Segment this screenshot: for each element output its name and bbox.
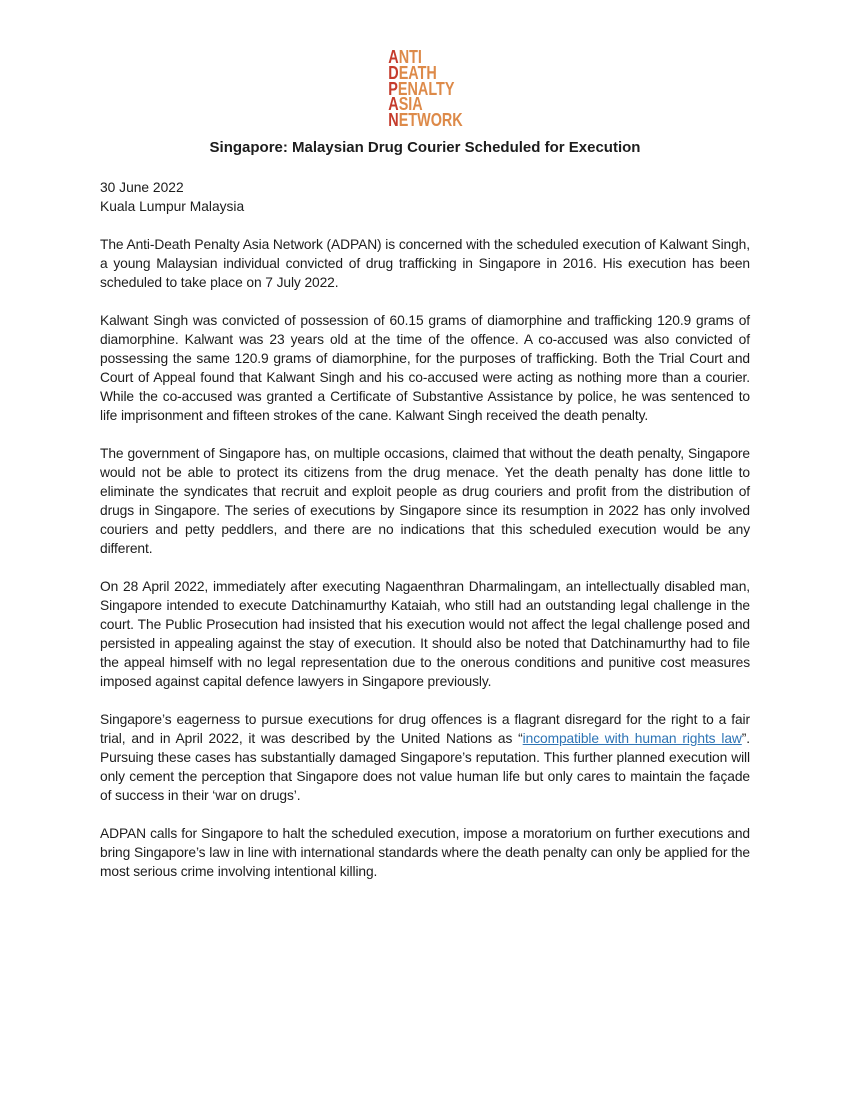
paragraph-5-pre: Singapore’s eagerness to pursue executions for drug offences is a flagrant disregard for the right to a fair trial, and in April 2022, it was described by the United Nations as “: [100, 712, 750, 746]
date-line: 30 June 2022: [100, 180, 184, 195]
paragraph-5-post: ”. Pursuing these cases has substantially damaged Singapore’s reputation. This further planned execution will only cement the perception that Singapore does not value human life but only cares to maintain the façade of success in their ‘war on drugs’.: [100, 731, 750, 803]
logo-initial: A: [387, 47, 399, 67]
logo-initial: N: [387, 110, 399, 131]
logo-rest: EATH: [398, 62, 437, 83]
adpan-logo-text: [387, 47, 463, 131]
location-line: Kuala Lumpur Malaysia: [100, 199, 245, 214]
logo-rest: ENALTY: [397, 78, 454, 99]
paragraph-6: ADPAN calls for Singapore to halt the scheduled execution, impose a moratorium on further executions and bring Singapore’s law in line with international standards where the death penalty can only be applied for the most serious crime involving intentional killing.: [100, 826, 750, 879]
logo-initial: A: [387, 94, 399, 115]
logo-initial: D: [387, 62, 399, 83]
logo-rest: ETWORK: [398, 110, 463, 131]
logo-rest: SIA: [398, 94, 423, 115]
logo-rest: NTI: [398, 47, 422, 67]
paragraph-1: The Anti-Death Penalty Asia Network (ADPAN) is concerned with the scheduled execution of Kalwant Singh, a young Malaysian individual convicted of drug trafficking in Singapore in 2016. His execution has been scheduled to take place on 7 July 2022.: [100, 237, 750, 290]
paragraph-5: [100, 710, 750, 805]
paragraph-2: Kalwant Singh was convicted of possession of 60.15 grams of diamorphine and trafficking 120.9 grams of diamorphine. Kalwant was 23 years old at the time of the offence. A co-accused was also convicted of possessing the same 120.9 grams of diamorphine, for the purposes of trafficking. Both the Trial Court and Court of Appeal found that Kalwant Singh and his co-accused were acting as nothing more than a courier. While the co-accused was granted a Certificate of Substantive Assistance by police, he was sentenced to life imprisonment and fifteen strokes of the cane. Kalwant Singh received the death penalty.: [100, 313, 750, 423]
paragraph-3: The government of Singapore has, on multiple occasions, claimed that without the death penalty, Singapore would not be able to protect its citizens from the drug menace. Yet the death penalty has done little to eliminate the syndicates that recruit and exploit people as drug couriers and profit from the distribution of drugs in Singapore. The series of executions by Singapore since its resumption in 2022 has only involved couriers and petty peddlers, and there are no indications that this scheduled execution would be any different.: [100, 446, 750, 556]
dateline: [100, 178, 750, 216]
page-title: Singapore: Malaysian Drug Courier Scheduled for Execution: [209, 139, 641, 156]
adpan-logo: [100, 47, 750, 132]
logo-initial: P: [387, 78, 398, 99]
paragraph-4: On 28 April 2022, immediately after executing Nagaenthran Dharmalingam, an intellectually disabled man, Singapore intended to execute Datchinamurthy Kataiah, who still had an outstanding legal challenge in the court. The Public Prosecution had insisted that his execution would not affect the legal challenge posed and persisted in appealing against the stay of execution. It should also be noted that Datchinamurthy had to file the appeal himself with no legal representation due to the onerous conditions and punitive cost measures imposed against capital defence lawyers in Singapore previously.: [100, 579, 750, 689]
human-rights-law-link[interactable]: incompatible with human rights law: [522, 731, 742, 746]
logo-line: [387, 110, 463, 131]
